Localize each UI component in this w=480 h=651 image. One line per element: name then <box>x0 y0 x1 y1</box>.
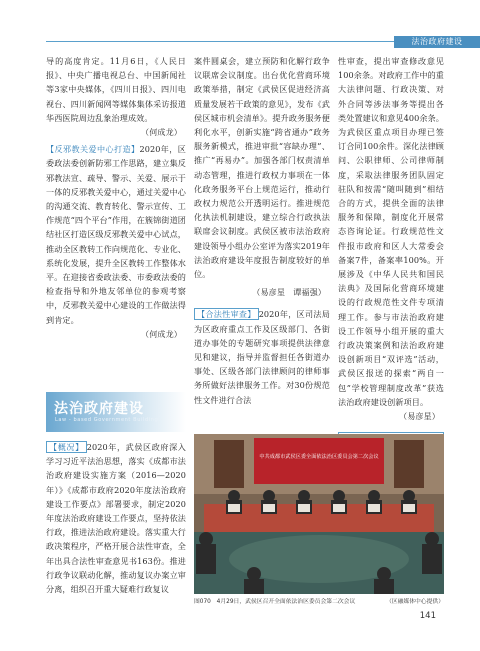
meeting-banner-text: 中共成都市武侯区委全面依法治区委员会第二次会议 <box>259 454 379 460</box>
author-signature: （何成龙） <box>141 127 182 138</box>
meeting-photo-illustration <box>194 434 444 594</box>
column-left <box>46 54 186 341</box>
paragraph <box>46 142 186 327</box>
paragraph: 案件圆桌会，建立预防和化解行政争议联席会议制度。出台优化营商环境政策举措，制定《武侯区促进经济高质量发展若干政策的意见》，发布《武侯区城市机会清单》。提升政务服务便利化水平，创新实施“跨省通办”政务服务新模式，推进审批“容缺办理”、推广“再易办”。加强各部门权责清单动态管理，推进行政权力事项在一体化政务服务平台上规范运行，推动行政权力规范公开透明运行。推进规范化执法机制建设，建立综合行政执法联席会议制度。武侯区被市法治政府建设领导小组办公室评为落实2019年法治政府建设年度报告制度较好的单位。 <box>194 56 330 280</box>
photo-caption <box>194 596 444 605</box>
section-banner <box>46 392 186 432</box>
caption-text: 图070 4月29日，武侯区召开全面依法治区委员会第二次会议 <box>194 599 356 605</box>
author-signature: （易彦星 谭福强） <box>252 287 326 298</box>
paragraph: 导的高度肯定。11月6日，《人民日报》、中央广播电视总台、中国新闻社等3家中央媒体，《四川日报》、四川电视台、四川新闻网等媒体集体采访报道华西医院周边乱象治理成效。 <box>46 56 186 123</box>
section-header-tag: 法治政府建设 <box>394 36 480 48</box>
column-middle <box>194 54 330 407</box>
entry-tag: 【合法性审查】 <box>194 308 259 320</box>
section-title: 法治政府建设 <box>54 401 144 417</box>
meeting-banner <box>254 438 384 484</box>
page-number: 141 <box>419 611 436 621</box>
column-left-lower <box>46 440 186 596</box>
caption-credit: （区融媒体中心提供） <box>386 599 444 605</box>
paragraph <box>194 307 330 406</box>
section-subtitle: Law - based Government Building <box>55 417 159 423</box>
paragraph <box>46 440 186 596</box>
header-rule <box>46 41 394 42</box>
paragraph-text: 2020年，区委政法委创新防邪工作思路，建立集反邪教法宣、疏导、警示、关爱、展示于一体的反邪教关爱中心，通过关爱中心的沟通交流、教育转化、警示宣传、工作规范“四个平台”作用，在簇锦街道团结社区打造区级反邪教关爱中心试点，推动全区教转工作向规范化、专业化、系统化发展，提升全区教转工作整体水平。在迎接省委政法委、市委政法委的检查指导和外地友邻单位的参观考察中，反邪教关爱中心建设的工作做法得到肯定。 <box>46 144 186 325</box>
author-signature: （何成龙） <box>141 328 182 339</box>
meeting-photo <box>194 434 444 594</box>
entry-tag: 【反邪教关爱中心打造】 <box>46 144 140 155</box>
paragraph: 性审查，提出审查修改意见100余条。对政府工作中的重大法律问题、行政决策、对外合同等涉法事务等提出各类处置建议和意见400余条。为武侯区重点项目办理已签订合同100余件。深化法律顾问、公职律师、公司律师制度，采取法律服务团队固定驻队和按需“随叫随到”相结合的方式，提供全面的法律服务和保障，制度化开展常态咨询论证。行政规范性文件报市政府和区人大常委会备案7件，备案率100%。开展涉及《中华人民共和国民法典》及国际化营商环境建设的行政规范性文件专项清理工作。参与市法治政府建设工作领导小组开展的重大行政决策案例和法治政府建设创新项目“双评选”活动，武侯区报送的探索“两自一包”学校管理制度改革”获选法治政府建设创新项目。 <box>338 56 444 407</box>
column-right <box>338 54 444 488</box>
author-signature: （易彦星） <box>399 411 440 422</box>
paragraph-text: 2020年，区司法局为区政府重点工作及区级部门、各街道办事处的专题研究事项提供法律意见和建议，指导并监督担任各街道办事处、区级各部门法律顾问的律师事务所做好法律服务工作。对30份规范性文件进行合法 <box>194 309 330 405</box>
paragraph-text: 2020年，武侯区政府深入学习习近平法治思想，落实《成都市法治政府建设实施方案（2016—2020年）》《成都市政府2020年度法治政府建设工作要点》部署要求，制定2020年度法治政府建设工作要点，坚持依法行政，推进法治政府建设。落实重大行政决策程序，严格开展合法性审查，全年出具合法性审查意见书163份。推进行政争议联动化解，推动复议办案立审分离，组织召开重大疑难行政复议 <box>46 442 187 595</box>
entry-tag: 【概况】 <box>46 441 87 453</box>
